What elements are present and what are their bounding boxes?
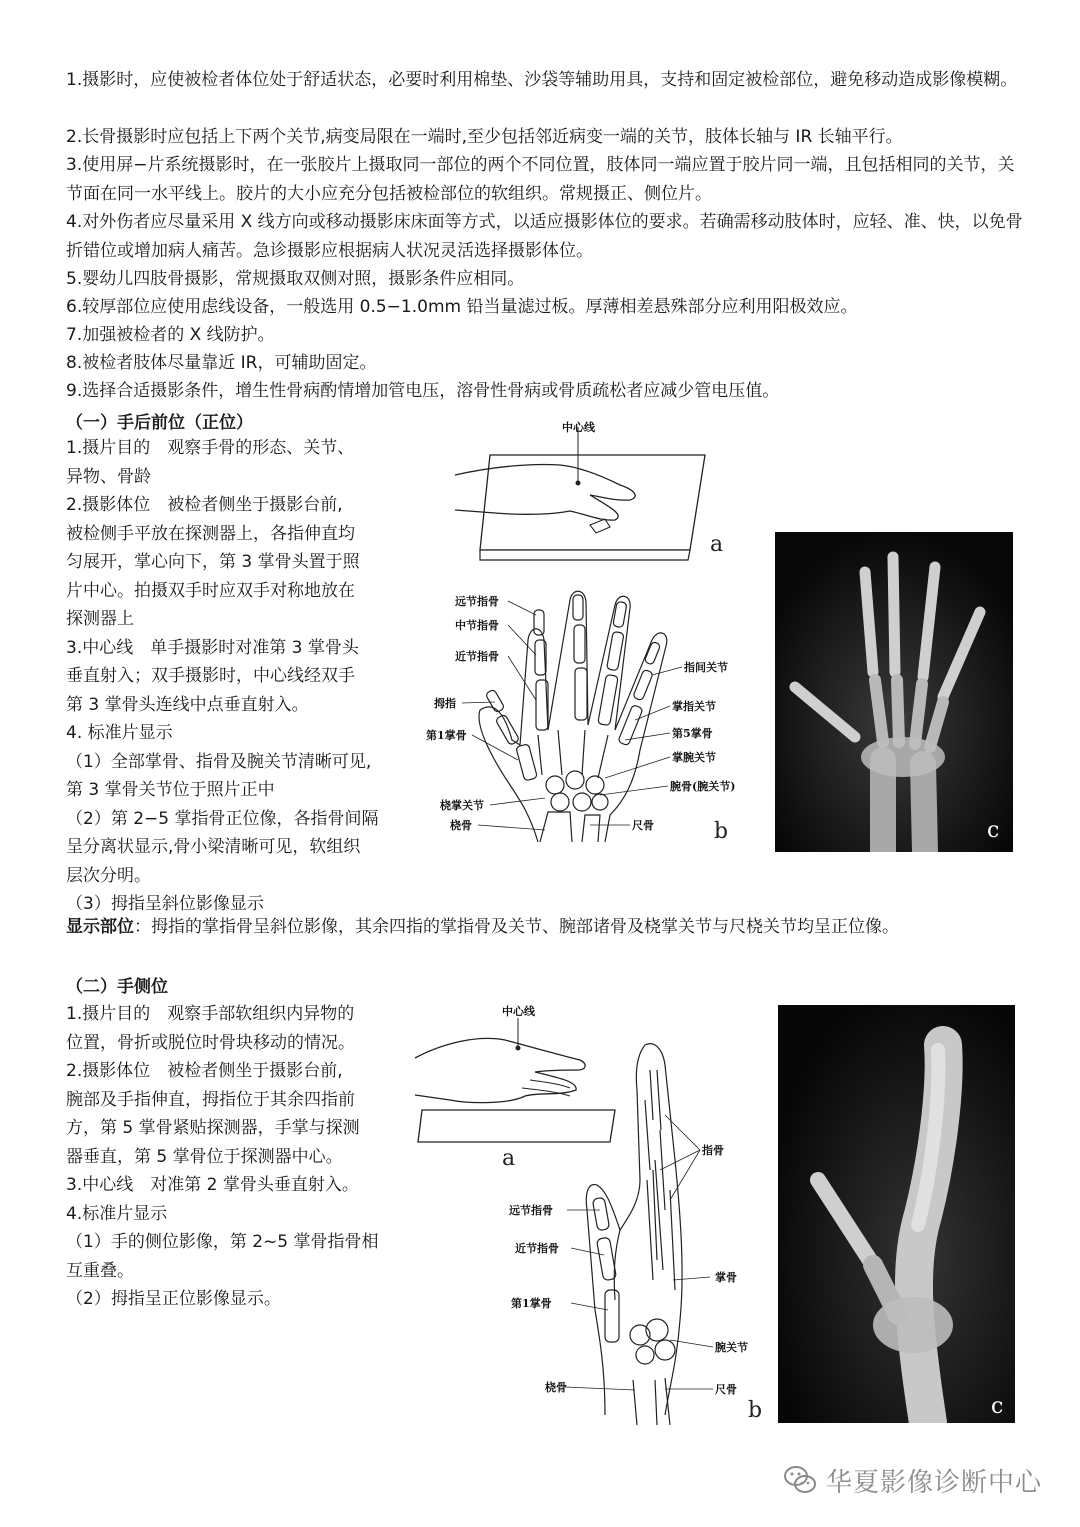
section1-text-line: 异物、骨龄 (66, 466, 151, 487)
section2-heading: （二）手侧位 (66, 977, 168, 997)
fig1c-letter: c (987, 818, 1000, 843)
section1-text (66, 434, 411, 919)
section2-text-line: 方，第 5 掌骨紧贴探测器，手掌与探测 (66, 1118, 360, 1138)
section2-text-line: （2）拇指呈正位影像显示。 (66, 1289, 281, 1309)
section1-text-line: 第 3 掌骨头连线中点垂直射入。 (66, 694, 309, 715)
rule-4: 4.对外伤者应尽量采用 X 线方向或移动摄影床床面等方式，以适应摄影体位的要求。若确需移动肢体时，应轻、准、快，以免骨折错位或增加病人痛苦。急诊摄影应根据病人状况灵活选择摄影体位。 (66, 212, 1023, 261)
rule-7: 7.加强被检者的 X 线防护。 (66, 325, 275, 345)
section1-text-line: 呈分离状显示,骨小梁清晰可见，软组织 (66, 837, 361, 857)
rule-3: 3.使用屏−片系统摄影时，在一张胶片上摄取同一部位的两个不同位置，肢体同一端应置于胶片同一端，且包括相同的关节，关节面在同一水平线上。胶片的大小应充分包括被检部位的软组织。常规摄正、侧位片。 (66, 155, 1015, 204)
label-mcp-joint: 掌指关节 (672, 700, 716, 713)
wechat-icon (783, 1463, 817, 1497)
label-fifth-metacarpal: 第5掌骨 (672, 727, 713, 740)
fig2c-lateral-xray-image (778, 1005, 1015, 1423)
label-distal-phalanx-2: 远节指骨 (509, 1204, 553, 1217)
watermark-text: 华夏影像诊断中心 (826, 1468, 1043, 1498)
fig2b-lateral-skeleton-diagram (505, 1040, 775, 1425)
label-interphalangeal-joint: 指间关节 (684, 661, 728, 674)
label-phalanges: 指骨 (702, 1144, 724, 1157)
label-proximal-phalanx: 近节指骨 (455, 650, 499, 663)
section1-text-line: 匀展开，掌心向下，第 3 掌骨头置于照 (66, 552, 360, 572)
section1-text-line: 第 3 掌骨关节位于照片正中 (66, 780, 275, 800)
section2-text-line: 互重叠。 (66, 1260, 134, 1281)
section1-text-line: （2）第 2−5 掌指骨正位像，各指骨间隔 (66, 808, 379, 829)
section1-text-line: 片中心。拍摄双手时应双手对称地放在 (66, 580, 355, 601)
fig2a-center-line-label: 中心线 (502, 1005, 535, 1018)
label-radiocarpal-joint: 桡掌关节 (440, 799, 484, 812)
section1-text-line: 3.中心线 单手摄影时对准第 3 掌骨头 (66, 637, 359, 658)
label-metacarpal: 掌骨 (715, 1271, 737, 1284)
section2-text-line: 器垂直，第 5 掌骨位于探测器中心。 (66, 1146, 343, 1167)
rule-1: 1.摄影时，应使被检者体位处于舒适状态，必要时利用棉垫、沙袋等辅助用具，支持和固定被检部位，避免移动造成影像模糊。 (66, 70, 1018, 90)
section2-text-line: 位置，骨折或脱位时骨块移动的情况。 (66, 1032, 355, 1053)
display-text: ：拇指的掌指骨呈斜位影像，其余四指的掌指骨及关节、腕部诸骨及桡掌关节与尺桡关节均呈正位像。 (134, 917, 899, 937)
fig1b-letter: b (714, 819, 729, 844)
label-distal-phalanx: 远节指骨 (455, 595, 499, 608)
label-carpal-bones: 腕骨(腕关节) (670, 780, 736, 793)
label-ulna: 尺骨 (632, 819, 654, 832)
label-wrist-joint: 腕关节 (715, 1341, 748, 1354)
fig1c-hand-xray-image (775, 532, 1013, 852)
section2-text-line: 3.中心线 对准第 2 掌骨头垂直射入。 (66, 1175, 359, 1195)
rule-9: 9.选择合适摄影条件，增生性骨病酌情增加管电压，溶骨性骨病或骨质疏松者应减少管电压值。 (66, 381, 780, 401)
section2-text-line: 4.标准片显示 (66, 1203, 168, 1224)
section1-text-line: （3）拇指呈斜位影像显示 (66, 894, 264, 914)
section1-text-line: 2.摄影体位 被检者侧坐于摄影台前, (66, 495, 343, 515)
section2-text-line: 2.摄影体位 被检者侧坐于摄影台前, (66, 1061, 343, 1081)
section1-text-line: （1）全部掌骨、指骨及腕关节清晰可见, (66, 751, 372, 772)
rule-6: 6.较厚部位应使用虑线设备，一般选用 0.5−1.0mm 铅当量滤过板。厚薄相差悬殊部分应利用阳极效应。 (66, 297, 858, 317)
label-first-metacarpal: 第1掌骨 (426, 729, 467, 742)
section1-text-line: 4. 标准片显示 (66, 723, 173, 743)
display-label: 显示部位 (66, 917, 134, 937)
label-radius: 桡骨 (450, 819, 472, 832)
rule-8: 8.被检者肢体尽量靠近 IR，可辅助固定。 (66, 353, 377, 373)
rule-2: 2.长骨摄影时应包括上下两个关节,病变局限在一端时,至少包括邻近病变一端的关节，肢体长轴与 IR 长轴平行。 (66, 127, 903, 147)
fig1a-hand-flat-diagram (450, 415, 750, 565)
label-first-metacarpal-2: 第1掌骨 (511, 1297, 552, 1310)
section2-text-line: 腕部及手指伸直，拇指位于其余四指前 (66, 1089, 355, 1110)
rule-5: 5.婴幼儿四肢骨摄影，常规摄取双侧对照，摄影条件应相同。 (66, 269, 525, 289)
label-thumb: 拇指 (434, 697, 456, 710)
fig1a-letter: a (710, 532, 724, 557)
section1-text-line: 1.摄片目的 观察手骨的形态、关节、 (66, 438, 355, 458)
label-radius-2: 桡骨 (545, 1381, 567, 1394)
section1-text-line: 探测器上 (66, 609, 134, 629)
fig2a-letter: a (502, 1146, 516, 1170)
section1-heading: （一）手后前位（正位） (66, 413, 253, 433)
fig1a-center-line-label: 中心线 (562, 421, 595, 434)
fig2b-letter: b (748, 1398, 763, 1423)
section1-text-line: 被检侧手平放在探测器上，各指伸直均 (66, 523, 355, 544)
section1-display (66, 913, 1026, 942)
section1-text-line: 层次分明。 (66, 865, 151, 886)
fig1b-hand-skeleton-diagram (420, 580, 740, 845)
section2-text-line: （1）手的侧位影像，第 2~5 掌骨指骨相 (66, 1232, 379, 1252)
label-middle-phalanx: 中节指骨 (455, 619, 499, 632)
label-ulna-2: 尺骨 (715, 1383, 737, 1396)
section2-text (66, 1000, 411, 1314)
section1-text-line: 垂直射入；双手摄影时，中心线经双手 (66, 666, 355, 686)
section2-text-line: 1.摄片目的 观察手部软组织内异物的 (66, 1004, 355, 1024)
label-proximal-phalanx-2: 近节指骨 (515, 1242, 559, 1255)
label-carpometacarpal-joint: 掌腕关节 (672, 751, 716, 764)
fig2c-letter: c (991, 1394, 1004, 1419)
